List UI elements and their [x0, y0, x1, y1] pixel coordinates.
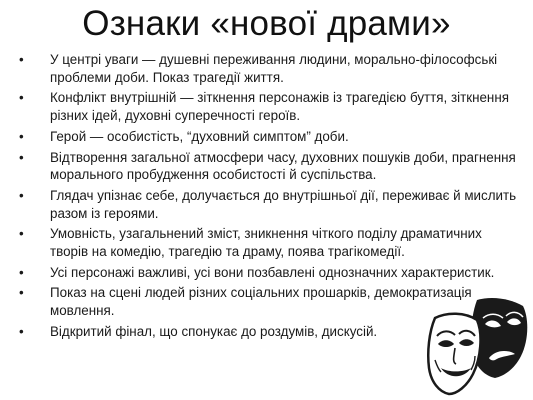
bullet-text: Відтворення загальної атмосфери часу, духовних пошуків доби, прагнення морального пробудження особистості й суспільства. — [50, 149, 516, 183]
bullet-icon: • — [19, 149, 24, 165]
list-item — [16, 128, 521, 146]
bullet-text: Глядач упізнає себе, долучається до внутрішньої дії, переживає й мислить разом із героями. — [50, 187, 517, 221]
bullet-icon: • — [19, 285, 24, 301]
bullet-icon: • — [19, 90, 24, 106]
bullet-icon: • — [19, 226, 24, 242]
bullet-text: Герой — особистість, “духовний симптом” доби. — [50, 128, 349, 144]
list-item — [16, 225, 521, 260]
bullet-icon: • — [19, 52, 24, 67]
bullet-text: Відкритий фінал, що спонукає до роздумів, дискусій. — [50, 323, 378, 339]
bullet-text: Показ на сцені людей різних соціальних прошарків, демократизація мовлення. — [50, 285, 472, 319]
comedy-mask-icon — [428, 314, 480, 394]
list-item — [16, 89, 521, 124]
bullet-text: Умовність, узагальнений зміст, зникнення чіткого поділу драматичних творів на комедію, трагедію та драму, поява трагікомедії. — [50, 226, 482, 259]
bullet-icon: • — [19, 264, 24, 280]
slide-title: Ознаки «нової драми» — [82, 4, 451, 43]
bullet-icon: • — [19, 187, 24, 203]
bullet-icon: • — [19, 323, 24, 339]
list-item — [16, 187, 521, 222]
list-item — [16, 51, 521, 86]
bullet-text: Усі персонажі важливі, усі вони позбавлені однозначних характеристик. — [50, 264, 495, 280]
list-item — [16, 264, 521, 282]
bullet-text: Конфлікт внутрішній — зіткнення персонажів із трагедією буття, зіткнення різних ідей, духовні суперечності героїв. — [50, 90, 509, 123]
theater-masks-icon — [425, 296, 533, 396]
bullet-text: У центрі уваги — душевні переживання людини, морально-філософські проблеми доби. Показ трагедії життя. — [50, 52, 498, 85]
list-item — [16, 149, 521, 184]
bullet-icon: • — [19, 128, 24, 144]
